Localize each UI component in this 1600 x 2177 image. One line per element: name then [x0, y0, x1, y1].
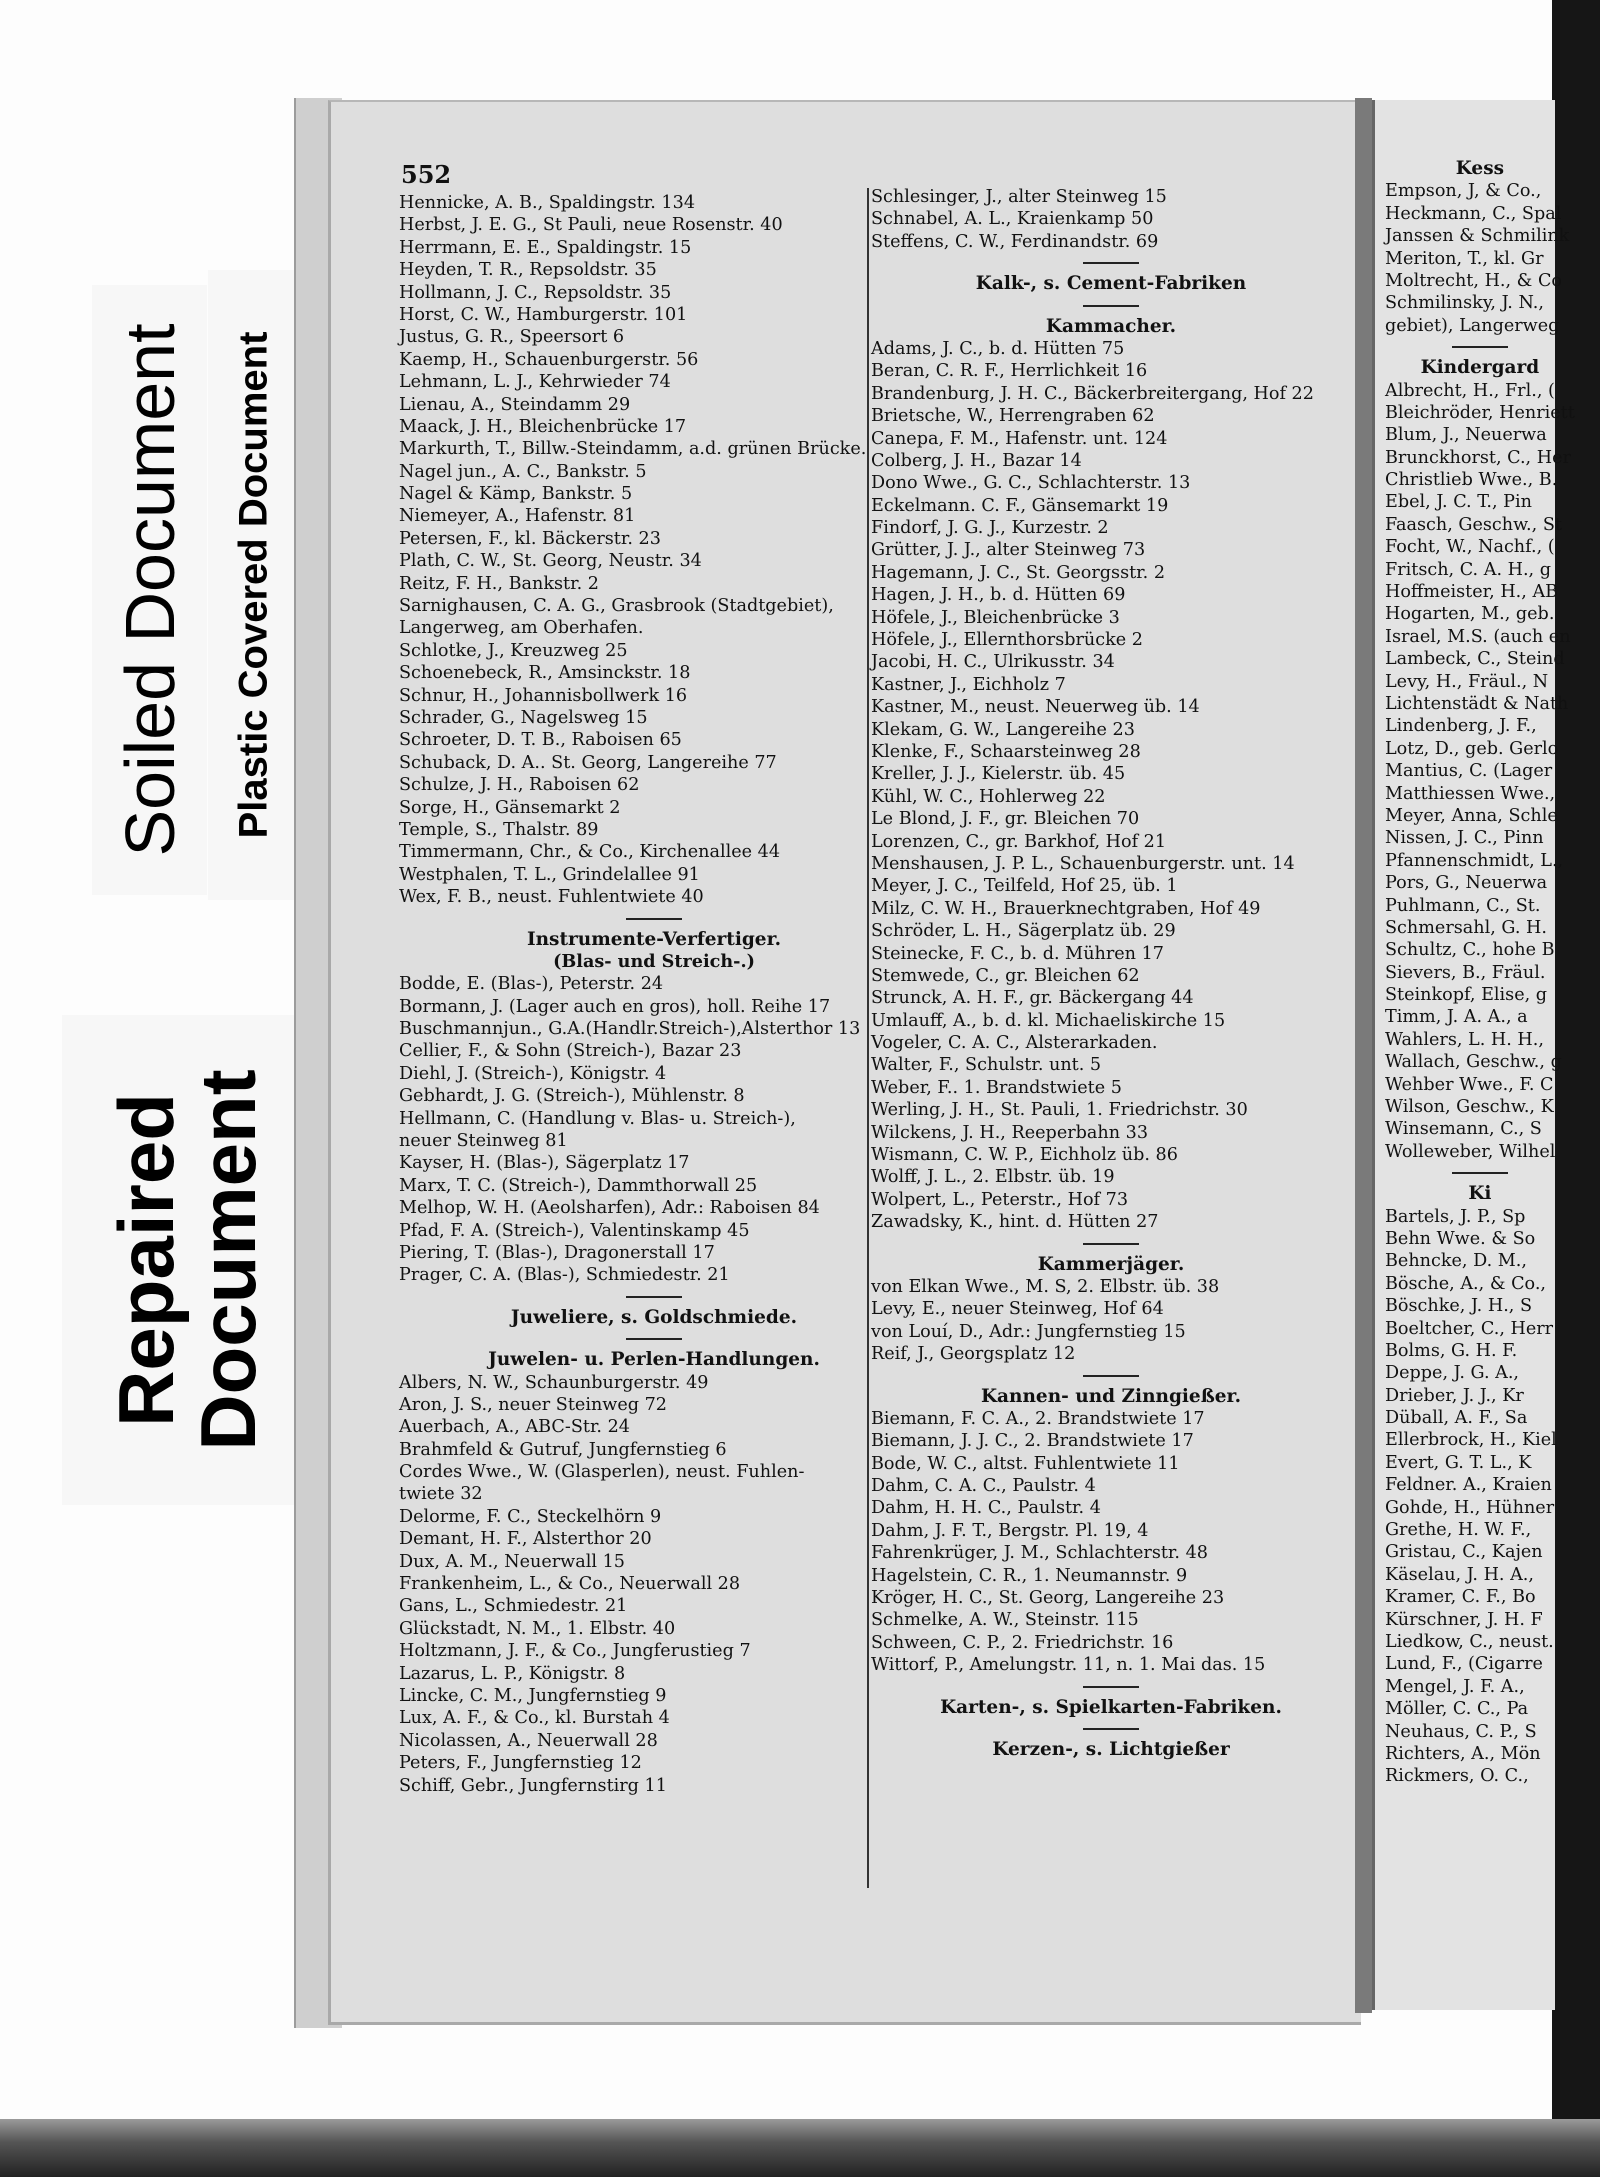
directory-entry: Lindenberg, J. F.,	[1385, 716, 1537, 737]
directory-entry: Strunck, A. H. F., gr. Bäckergang 44	[871, 988, 1194, 1009]
directory-entry: Lux, A. F., & Co., kl. Burstah 4	[399, 1708, 670, 1729]
section-header: Kess	[1455, 158, 1505, 179]
directory-entry: Lehmann, L. J., Kehrwieder 74	[399, 372, 671, 393]
directory-entry: Heckmann, C., Spal	[1385, 203, 1562, 224]
directory-entry: Delorme, F. C., Steckelhörn 9	[399, 1506, 662, 1527]
directory-entry: Prager, C. A. (Blas-), Schmiedestr. 21	[399, 1265, 730, 1286]
directory-entry: Glückstadt, N. M., 1. Elbstr. 40	[399, 1618, 676, 1639]
book-gutter	[1355, 98, 1372, 2013]
directory-entry: Niemeyer, A., Hafenstr. 81	[399, 506, 636, 527]
directory-entry: Schmilinsky, J. N.,	[1385, 293, 1544, 314]
directory-entry: Grütter, J. J., alter Steinweg 73	[871, 540, 1146, 561]
directory-entry: Bleichröder, Henriett	[1385, 402, 1575, 423]
directory-entry: Langerweg, am Oberhafen.	[399, 618, 644, 639]
directory-entry: Schnur, H., Johannisbollwerk 16	[399, 685, 688, 706]
section-header: Juwelen- u. Perlen-Handlungen.	[488, 1349, 820, 1371]
directory-entry: Stemwede, C., gr. Bleichen 62	[871, 965, 1140, 986]
directory-entry: Moltrecht, H., & Co	[1385, 270, 1562, 291]
directory-entry: Brahmfeld & Gutruf, Jungfernstieg 6	[399, 1439, 727, 1460]
directory-entry: Grethe, H. W. F.,	[1385, 1520, 1532, 1541]
directory-entry: Diehl, J. (Streich-), Königstr. 4	[399, 1063, 667, 1084]
scanner-bottom-edge	[0, 2119, 1600, 2177]
directory-entry: Schröder, L. H., Sägerplatz üb. 29	[871, 921, 1176, 942]
directory-entry: Kaemp, H., Schauenburgerstr. 56	[399, 349, 699, 370]
directory-entry: Düball, A. F., Sa	[1385, 1408, 1528, 1429]
directory-entry: Nagel jun., A. C., Bankstr. 5	[399, 461, 647, 482]
directory-entry: Steinkopf, Elise, g	[1385, 985, 1548, 1006]
directory-entry: Schulze, J. H., Raboisen 62	[399, 775, 640, 796]
directory-entry: Hollmann, J. C., Repsoldstr. 35	[399, 282, 672, 303]
directory-entry: Jacobi, H. C., Ulrikusstr. 34	[871, 652, 1115, 673]
directory-entry: Hoffmeister, H., AB	[1385, 582, 1559, 603]
directory-entry: Wismann, C. W. P., Eichholz üb. 86	[871, 1145, 1178, 1166]
repaired-label-text	[102, 1069, 272, 1451]
directory-entry: Brunckhorst, C., Her	[1385, 447, 1571, 468]
directory-entry: Schlotke, J., Kreuzweg 25	[399, 640, 628, 661]
directory-entry: Winsemann, C., S	[1385, 1119, 1542, 1140]
directory-entry: Marx, T. C. (Streich-), Dammthorwall 25	[399, 1175, 758, 1196]
directory-entry: Wehber Wwe., F. C	[1385, 1074, 1554, 1095]
directory-entry: Höfele, J., Bleichenbrücke 3	[871, 607, 1120, 628]
directory-entry: Israel, M.S. (auch en	[1385, 626, 1571, 647]
directory-entry: Lorenzen, C., gr. Barkhof, Hof 21	[871, 831, 1167, 852]
directory-entry: Evert, G. T. L., K	[1385, 1452, 1532, 1473]
section-rule	[1083, 1728, 1139, 1730]
directory-entry: Dono Wwe., G. C., Schlachterstr. 13	[871, 473, 1191, 494]
section-header: Kammacher.	[1045, 315, 1177, 337]
directory-entry: Reitz, F. H., Bankstr. 2	[399, 573, 599, 594]
directory-entry: Demant, H. F., Alsterthor 20	[399, 1529, 652, 1550]
directory-entry: Boeltcher, C., Herr	[1385, 1318, 1554, 1339]
directory-entry: Sievers, B., Fräul.	[1385, 962, 1546, 983]
directory-entry: Wilckens, J. H., Reeperbahn 33	[871, 1122, 1149, 1143]
section-header: Karten-, s. Spielkarten-Fabriken.	[940, 1696, 1282, 1718]
directory-entry: Matthiessen Wwe.,	[1385, 783, 1556, 804]
directory-entry: Kastner, J., Eichholz 7	[871, 674, 1066, 695]
directory-entry: Melhop, W. H. (Aeolsharfen), Adr.: Raboisen 84	[399, 1198, 820, 1219]
directory-entry: Janssen & Schmilink	[1385, 226, 1570, 247]
directory-entry: Schuback, D. A.. St. Georg, Langereihe 77	[399, 752, 777, 773]
directory-entry: Lotz, D., geb. Gerlo	[1385, 738, 1559, 759]
directory-entry: Wex, F. B., neust. Fuhlentwiete 40	[399, 887, 704, 908]
directory-entry: Holtzmann, J. F., & Co., Jungferustieg 7	[399, 1641, 751, 1662]
section-rule	[1083, 1375, 1139, 1377]
directory-entry: Hagemann, J. C., St. Georgsstr. 2	[871, 562, 1166, 583]
directory-entry: gebiet), Langerweg	[1385, 315, 1560, 336]
directory-entry: Beran, C. R. F., Herrlichkeit 16	[871, 361, 1148, 382]
directory-entry: Blum, J., Neuerwa	[1385, 425, 1547, 446]
directory-entry: Cellier, F., & Sohn (Streich-), Bazar 23	[399, 1041, 742, 1062]
directory-entry: Canepa, F. M., Hafenstr. unt. 124	[871, 428, 1168, 449]
directory-entry: Dahm, C. A. C., Paulstr. 4	[871, 1476, 1096, 1497]
directory-entry: Brandenburg, J. H. C., Bäckerbreitergang, Hof 22	[871, 383, 1314, 404]
section-rule	[1452, 346, 1508, 348]
directory-entry: Auerbach, A., ABC-Str. 24	[399, 1417, 631, 1438]
directory-entry: Schiff, Gebr., Jungfernstirg 11	[399, 1775, 667, 1796]
directory-entry: Deppe, J. G. A.,	[1385, 1363, 1520, 1384]
directory-entry: Lienau, A., Steindamm 29	[399, 394, 631, 415]
directory-entry: Piering, T. (Blas-), Dragonerstall 17	[399, 1242, 715, 1263]
directory-entry: Nagel & Kämp, Bankstr. 5	[399, 484, 633, 505]
directory-entry: Lund, F., (Cigarre	[1385, 1654, 1543, 1675]
directory-entry: Peters, F., Jungfernstieg 12	[399, 1753, 642, 1774]
directory-entry: Drieber, J. J., Kr	[1385, 1385, 1524, 1406]
directory-entry: von Elkan Wwe., M. S, 2. Elbstr. üb. 38	[871, 1276, 1220, 1297]
directory-entry: Liedkow, C., neust.	[1385, 1632, 1554, 1652]
directory-entry: Walter, F., Schulstr. unt. 5	[871, 1055, 1102, 1076]
directory-entry: Schmelke, A. W., Steinstr. 115	[871, 1610, 1139, 1631]
directory-entry: Nicolassen, A., Neuerwall 28	[399, 1730, 658, 1751]
directory-entry: Bösche, A., & Co.,	[1385, 1273, 1546, 1294]
directory-entry: Bodde, E. (Blas-), Peterstr. 24	[399, 974, 664, 995]
directory-entry: Colberg, J. H., Bazar 14	[871, 450, 1082, 471]
directory-entry: Zawadsky, K., hint. d. Hütten 27	[871, 1212, 1159, 1233]
directory-entry: Nissen, J. C., Pinn	[1385, 828, 1544, 849]
section-header: Instrumente-Verfertiger.	[526, 928, 782, 950]
directory-entry: Mantius, C. (Lager	[1385, 761, 1553, 782]
directory-entry: Pfannenschmidt, L.,	[1385, 850, 1564, 871]
directory-entry: Kreller, J. J., Kielerstr. üb. 45	[871, 764, 1126, 785]
section-header: Ki	[1468, 1183, 1492, 1205]
section-rule	[626, 918, 682, 920]
directory-entry: twiete 32	[399, 1484, 483, 1505]
section-header: Kindergard	[1420, 357, 1540, 379]
directory-entry: Fahrenkrüger, J. M., Schlachterstr. 48	[871, 1543, 1208, 1564]
directory-entry: Dux, A. M., Neuerwall 15	[399, 1551, 625, 1572]
directory-entry: Schoenebeck, R., Amsinckstr. 18	[399, 663, 691, 684]
directory-entry: Frankenheim, L., & Co., Neuerwall 28	[399, 1574, 741, 1595]
directory-entry: Böschke, J. H., S	[1385, 1296, 1533, 1317]
directory-entry: Adams, J. C., b. d. Hütten 75	[871, 338, 1125, 359]
directory-entry: Höfele, J., Ellernthorsbrücke 2	[871, 630, 1143, 651]
directory-entry: Schween, C. P., 2. Friedrichstr. 16	[871, 1632, 1174, 1653]
directory-page	[328, 100, 1361, 2025]
directory-entry: Puhlmann, C., St.	[1385, 895, 1541, 916]
repaired-document-label	[62, 1015, 312, 1505]
directory-entry: Vogeler, C. A. C., Alsterarkaden.	[871, 1033, 1158, 1054]
directory-entry: Hennicke, A. B., Spaldingstr. 134	[399, 193, 696, 213]
directory-entry: Kühl, W. C., Hohlerweg 22	[871, 786, 1106, 807]
directory-entry: Albrecht, H., Frl., (	[1385, 380, 1555, 401]
section-header: Juweliere, s. Goldschmiede.	[510, 1306, 798, 1328]
directory-entry: Bartels, J. P., Sp	[1385, 1206, 1526, 1227]
soiled-document-label	[92, 285, 207, 895]
page-number: 552	[401, 160, 452, 189]
directory-entry: Westphalen, T. L., Grindelallee 91	[399, 864, 700, 885]
directory-entry: Hagelstein, C. R., 1. Neumannstr. 9	[871, 1565, 1188, 1586]
directory-entry: Markurth, T., Billw.-Steindamm, a.d. grünen Brücke.	[399, 439, 867, 460]
directory-entry: Dahm, H. H. C., Paulstr. 4	[871, 1498, 1101, 1519]
directory-entry: Christlieb Wwe., B.	[1385, 470, 1558, 491]
directory-entry: Behncke, D. M.,	[1385, 1251, 1527, 1272]
directory-entry: Pors, G., Neuerwa	[1385, 873, 1548, 894]
directory-entry: Sorge, H., Gänsemarkt 2	[399, 797, 621, 818]
directory-entry: Justus, G. R., Speersort 6	[399, 327, 625, 348]
directory-entry: Umlauff, A., b. d. kl. Michaeliskirche 15	[871, 1010, 1226, 1031]
directory-entry: Milz, C. W. H., Brauerknechtgraben, Hof 49	[871, 898, 1261, 919]
directory-entry: Empson, J, & Co.,	[1385, 181, 1542, 202]
middle-column	[871, 186, 1351, 1761]
directory-entry: Eckelmann. C. F., Gänsemarkt 19	[871, 495, 1169, 516]
section-header: Kannen- und Zinngießer.	[980, 1385, 1242, 1407]
repaired-label-line1: Repaired	[102, 1093, 190, 1427]
directory-entry: Meyer, Anna, Schle	[1385, 805, 1558, 826]
directory-entry: Timm, J. A. A., a	[1385, 1007, 1528, 1028]
directory-entry: Biemann, J. J. C., 2. Brandstwiete 17	[871, 1431, 1194, 1452]
directory-entry: Albers, N. W., Schaunburgerstr. 49	[399, 1372, 709, 1393]
directory-entry: Bode, W. C., altst. Fuhlentwiete 11	[871, 1453, 1180, 1474]
directory-entry: Pfad, F. A. (Streich-), Valentinskamp 45	[399, 1220, 750, 1241]
directory-entry: Fritsch, C. A. H., g	[1385, 559, 1552, 580]
directory-entry: Findorf, J. G. J., Kurzestr. 2	[871, 518, 1109, 539]
section-header: Kammerjäger.	[1037, 1253, 1185, 1275]
directory-entry: Levy, H., Fräul., N	[1385, 671, 1549, 692]
section-rule	[626, 1338, 682, 1340]
directory-entry: Ebel, J. C. T., Pin	[1385, 492, 1532, 513]
directory-entry: Dahm, J. F. T., Bergstr. Pl. 19, 4	[871, 1520, 1149, 1541]
section-header: Kalk-, s. Cement-Fabriken	[975, 273, 1247, 295]
directory-entry: Feldner. A., Kraien	[1385, 1475, 1552, 1496]
section-rule	[1083, 1686, 1139, 1688]
directory-entry: Wallach, Geschw., g	[1385, 1052, 1562, 1073]
plastic-covered-label	[208, 270, 300, 900]
directory-entry: von Louí, D., Adr.: Jungfernstieg 15	[871, 1321, 1186, 1342]
column-divider	[867, 188, 869, 1888]
directory-entry: Levy, E., neuer Steinweg, Hof 64	[871, 1299, 1164, 1320]
directory-entry: Temple, S., Thalstr. 89	[399, 819, 599, 840]
directory-entry: Steffens, C. W., Ferdinandstr. 69	[871, 231, 1159, 252]
directory-entry: Reif, J., Georgsplatz 12	[871, 1344, 1076, 1365]
directory-entry: Heyden, T. R., Repsoldstr. 35	[399, 260, 657, 281]
directory-entry: Kröger, H. C., St. Georg, Langereihe 23	[871, 1588, 1225, 1609]
soiled-label-text: Soiled Document	[110, 323, 189, 857]
directory-entry: Lincke, C. M., Jungfernstieg 9	[399, 1686, 667, 1706]
plastic-label-text: Plastic Covered Document	[231, 331, 276, 839]
directory-entry: Wolff, J. L., 2. Elbstr. üb. 19	[871, 1167, 1115, 1188]
directory-entry: Biemann, F. C. A., 2. Brandstwiete 17	[871, 1408, 1205, 1429]
directory-entry: Horst, C. W., Hamburgerstr. 101	[399, 304, 688, 325]
directory-entry: Rickmers, O. C.,	[1385, 1766, 1529, 1787]
directory-entry: Lambeck, C., Steind	[1385, 649, 1565, 670]
directory-entry: Lichtenstädt & Nath	[1385, 693, 1569, 714]
directory-entry: Klekam, G. W., Langereihe 23	[871, 719, 1135, 740]
section-header: (Blas- und Streich-.)	[553, 950, 755, 972]
directory-entry: Plath, C. W., St. Georg, Neustr. 34	[399, 551, 702, 572]
section-rule	[1083, 305, 1139, 307]
directory-entry: Klenke, F., Schaarsteinweg 28	[871, 741, 1141, 762]
directory-entry: Focht, W., Nachf., (	[1385, 537, 1555, 558]
directory-entry: Behn Wwe. & So	[1385, 1228, 1536, 1249]
directory-entry: Aron, J. S., neuer Steinweg 72	[399, 1394, 667, 1415]
directory-entry: Möller, C. C., Pa	[1385, 1699, 1529, 1720]
directory-entry: Kastner, M., neust. Neuerweg üb. 14	[871, 697, 1200, 718]
section-rule	[1083, 1243, 1139, 1245]
directory-entry: Meyer, J. C., Teilfeld, Hof 25, üb. 1	[871, 876, 1178, 897]
section-rule	[1083, 262, 1139, 264]
directory-entry: Kayser, H. (Blas-), Sägerplatz 17	[399, 1153, 690, 1174]
directory-entry: Gristau, C., Kajen	[1385, 1542, 1543, 1563]
directory-entry: Bolms, G. H. F.	[1385, 1340, 1518, 1361]
section-rule	[626, 1296, 682, 1298]
directory-entry: Cordes Wwe., W. (Glasperlen), neust. Fuhlen-	[399, 1462, 805, 1483]
directory-entry: Schmersahl, G. H.	[1385, 917, 1547, 938]
repaired-label-line2: Document	[184, 1069, 272, 1451]
directory-entry: Käselau, J. H. A.,	[1385, 1564, 1534, 1585]
directory-entry: Wittorf, P., Amelungstr. 11, n. 1. Mai das. 15	[871, 1655, 1266, 1676]
section-header: Kerzen-, s. Lichtgießer	[992, 1739, 1230, 1760]
directory-entry: Gans, L., Schmiedestr. 21	[399, 1596, 628, 1617]
directory-entry: Hogarten, M., geb.	[1385, 604, 1555, 625]
directory-entry: Faasch, Geschw., St	[1385, 514, 1562, 535]
directory-entry: Herbst, J. E. G., St Pauli, neue Rosenstr. 40	[399, 215, 783, 236]
directory-entry: Buschmannjun., G.A.(Handlr.Streich-),Alsterthor 13	[399, 1019, 861, 1040]
directory-entry: Schnabel, A. L., Kraienkamp 50	[871, 209, 1154, 230]
directory-entry: Richters, A., Mön	[1385, 1743, 1541, 1764]
directory-entry: Ellerbrock, H., Kiel	[1385, 1430, 1557, 1451]
directory-entry: Maack, J. H., Bleichenbrücke 17	[399, 416, 687, 437]
directory-entry: Sarnighausen, C. A. G., Grasbrook (Stadtgebiet),	[399, 596, 834, 617]
directory-entry: neuer Steinweg 81	[399, 1131, 568, 1152]
right-column	[1385, 158, 1575, 1788]
directory-entry: Schultz, C., hohe B	[1385, 940, 1555, 961]
left-column	[399, 192, 909, 1797]
directory-entry: Wilson, Geschw., K	[1385, 1097, 1554, 1118]
directory-entry: Herrmann, E. E., Spaldingstr. 15	[399, 237, 692, 258]
directory-entry: Gebhardt, J. G. (Streich-), Mühlenstr. 8	[399, 1086, 745, 1107]
directory-entry: Mengel, J. F. A.,	[1385, 1676, 1525, 1697]
directory-entry: Schroeter, D. T. B., Raboisen 65	[399, 730, 682, 751]
directory-entry: Bormann, J. (Lager auch en gros), holl. Reihe 17	[399, 996, 831, 1017]
directory-entry: Gohde, H., Hühner	[1385, 1497, 1555, 1518]
directory-entry: Le Blond, J. F., gr. Bleichen 70	[871, 809, 1140, 830]
directory-entry: Schrader, G., Nagelsweg 15	[399, 707, 648, 728]
directory-entry: Kürschner, J. H. F	[1385, 1609, 1543, 1630]
directory-entry: Timmermann, Chr., & Co., Kirchenallee 44	[399, 842, 781, 863]
directory-entry: Kramer, C. F., Bo	[1385, 1587, 1536, 1608]
directory-entry: Brietsche, W., Herrengraben 62	[871, 406, 1155, 427]
directory-entry: Hellmann, C. (Handlung v. Blas- u. Streich-),	[399, 1108, 796, 1129]
directory-entry: Wolleweber, Wilhel	[1385, 1141, 1556, 1162]
directory-entry: Menshausen, J. P. L., Schauenburgerstr. unt. 14	[871, 853, 1295, 874]
facing-page	[1372, 100, 1575, 2010]
directory-entry: Neuhaus, C. P., S	[1385, 1721, 1537, 1742]
section-rule	[1452, 1172, 1508, 1174]
directory-entry: Hagen, J. H., b. d. Hütten 69	[871, 585, 1126, 606]
directory-entry: Meriton, T., kl. Gr	[1385, 248, 1544, 269]
directory-entry: Wolpert, L., Peterstr., Hof 73	[871, 1189, 1129, 1210]
directory-entry: Weber, F.. 1. Brandstwiete 5	[871, 1077, 1122, 1098]
directory-entry: Steinecke, F. C., b. d. Mühren 17	[871, 943, 1164, 964]
directory-entry: Schlesinger, J., alter Steinweg 15	[871, 187, 1167, 207]
directory-entry: Wahlers, L. H. H.,	[1385, 1029, 1544, 1050]
directory-entry: Werling, J. H., St. Pauli, 1. Friedrichstr. 30	[871, 1100, 1248, 1121]
directory-entry: Lazarus, L. P., Königstr. 8	[399, 1663, 626, 1684]
directory-entry: Petersen, F., kl. Bäckerstr. 23	[399, 528, 661, 549]
